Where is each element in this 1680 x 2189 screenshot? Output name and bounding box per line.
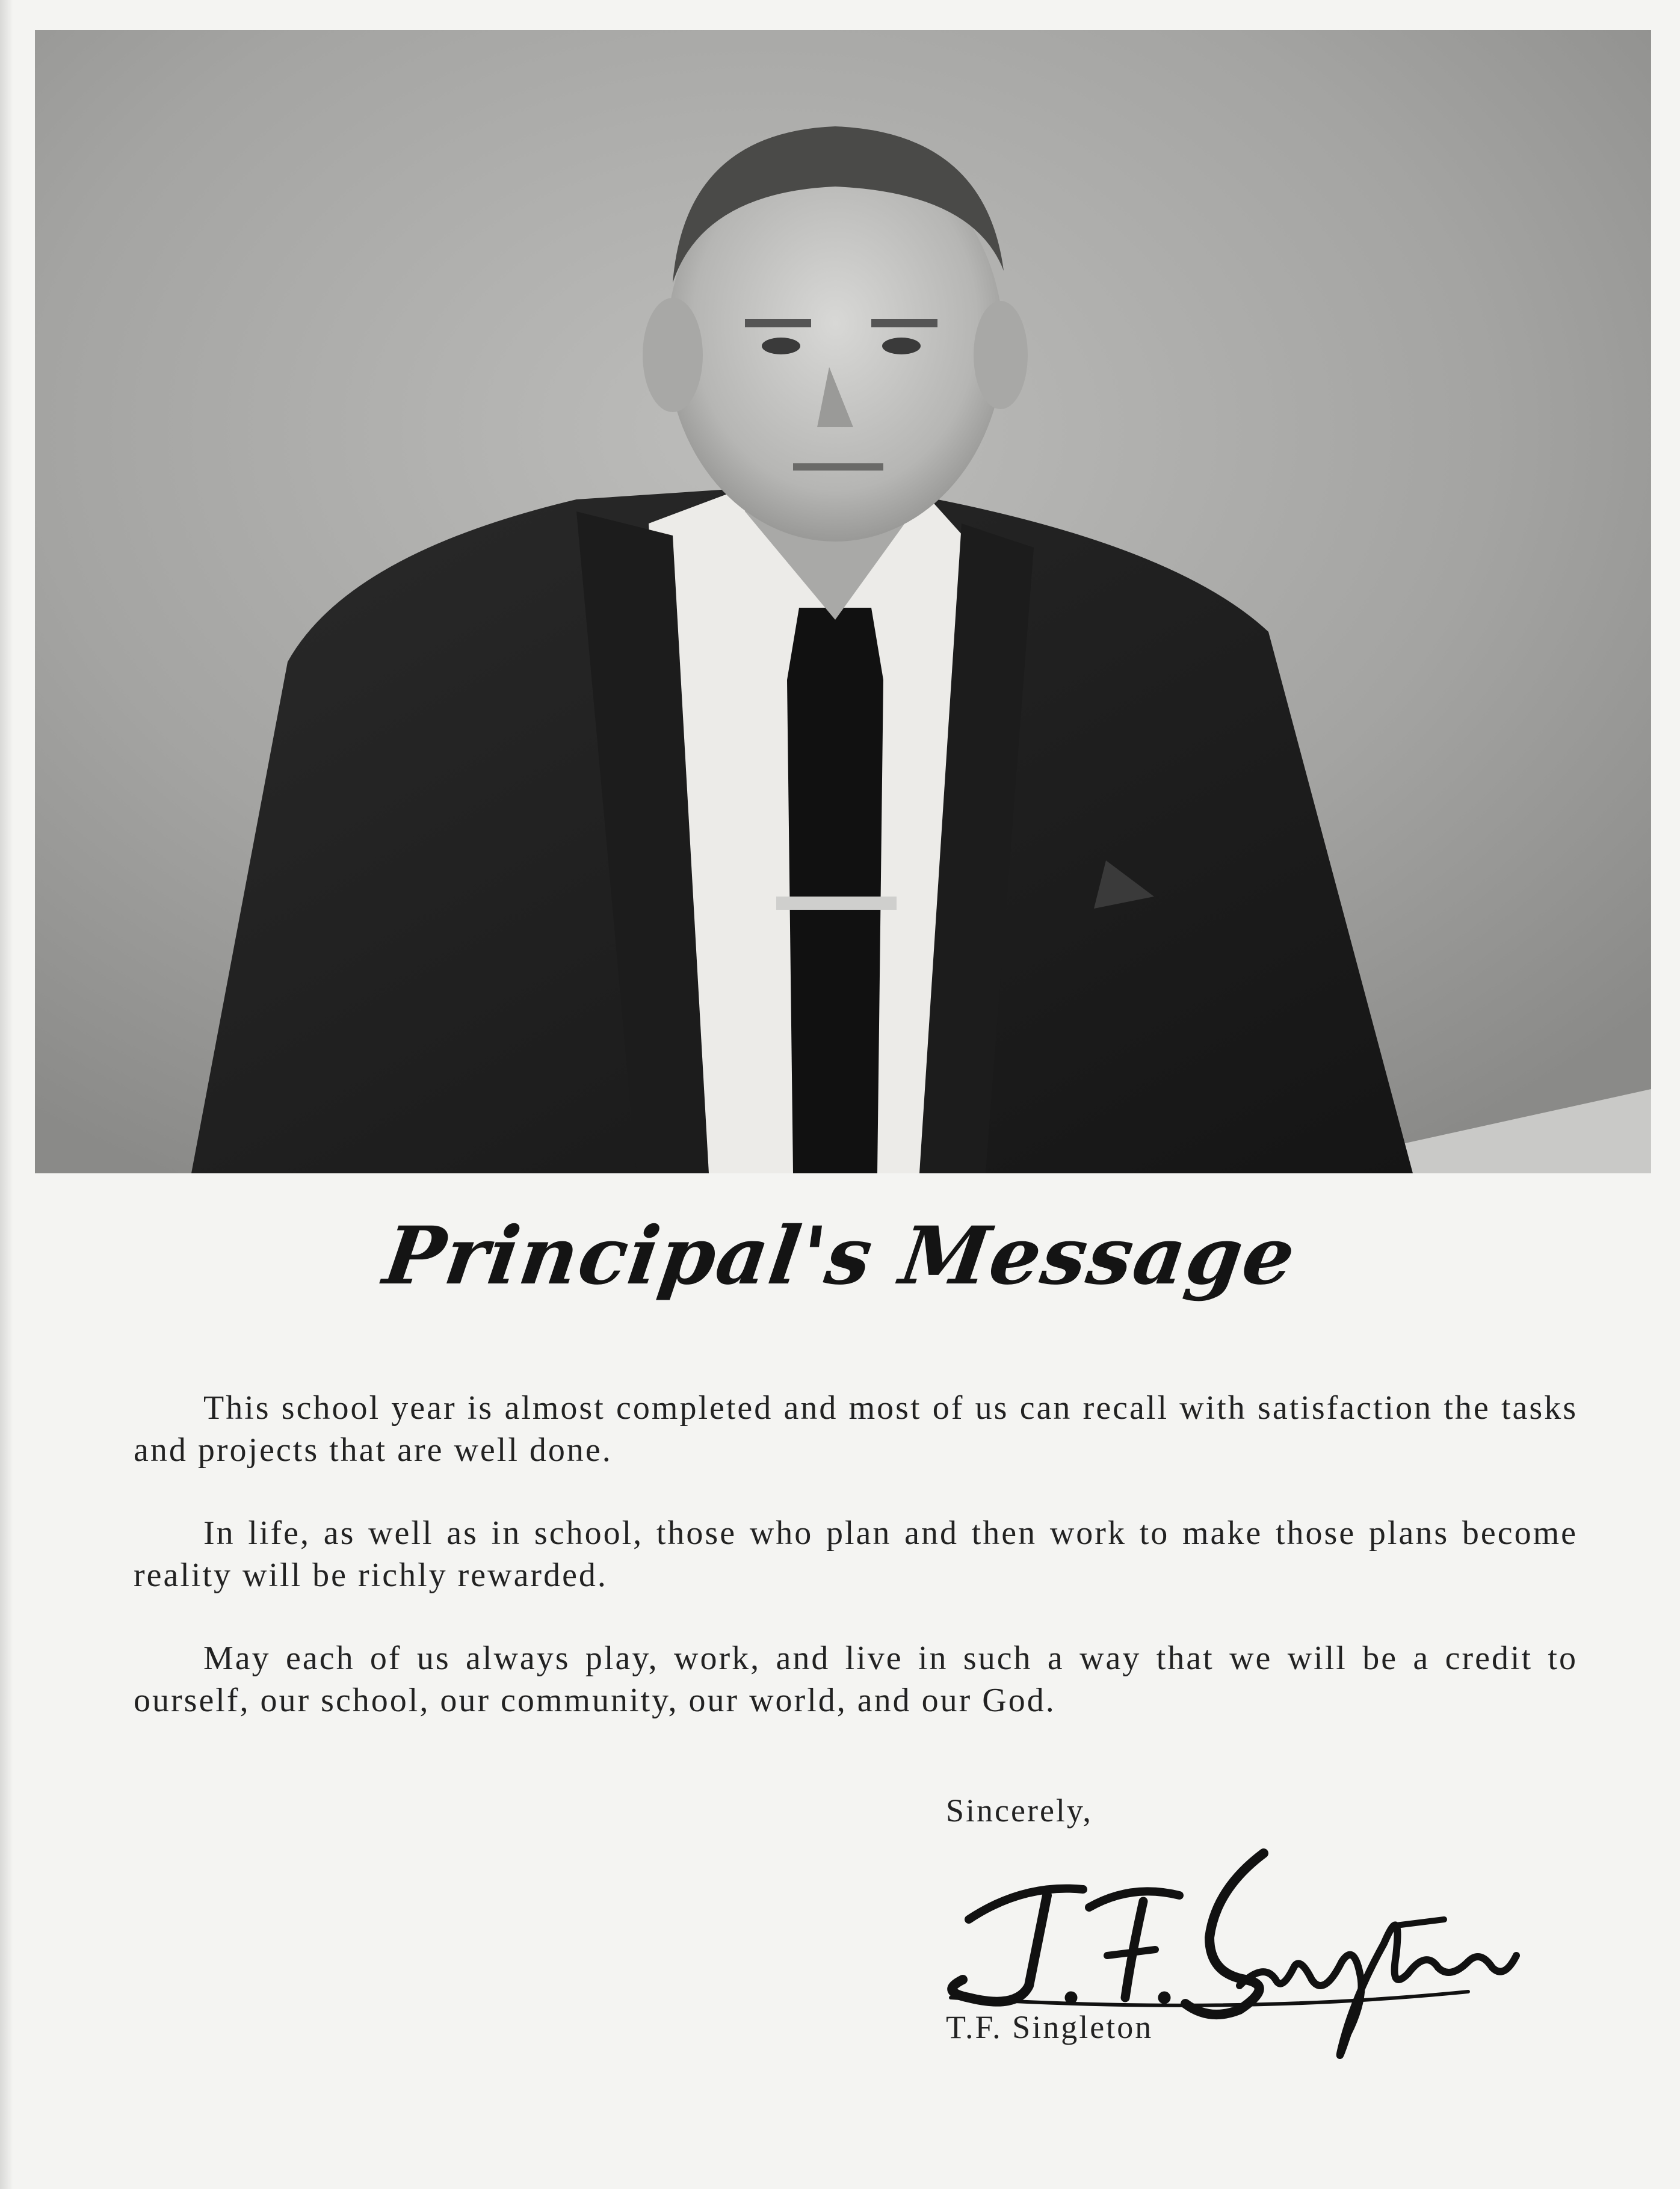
page-title: Principal's Message: [378, 1209, 1302, 1303]
paragraph-1: This school year is almost completed and most of us can recall with satisfaction the tasks and projects that are well done.: [134, 1389, 1578, 1469]
paragraph-3: May each of us always play, work, and live in such a way that we will be a credit to ourself, our school, our community, our world, and our God.: [134, 1640, 1578, 1719]
printed-name: T.F. Singleton: [946, 2009, 1153, 2045]
paragraph-2: In life, as well as in school, those who plan and then work to make those plans become reality will be richly rewarded.: [134, 1514, 1578, 1594]
principal-portrait-photo: [35, 30, 1651, 1173]
page-binding-edge: [0, 0, 13, 2189]
message-body: [134, 1387, 1578, 1762]
closing-salutation: Sincerely,: [946, 1792, 1093, 1829]
